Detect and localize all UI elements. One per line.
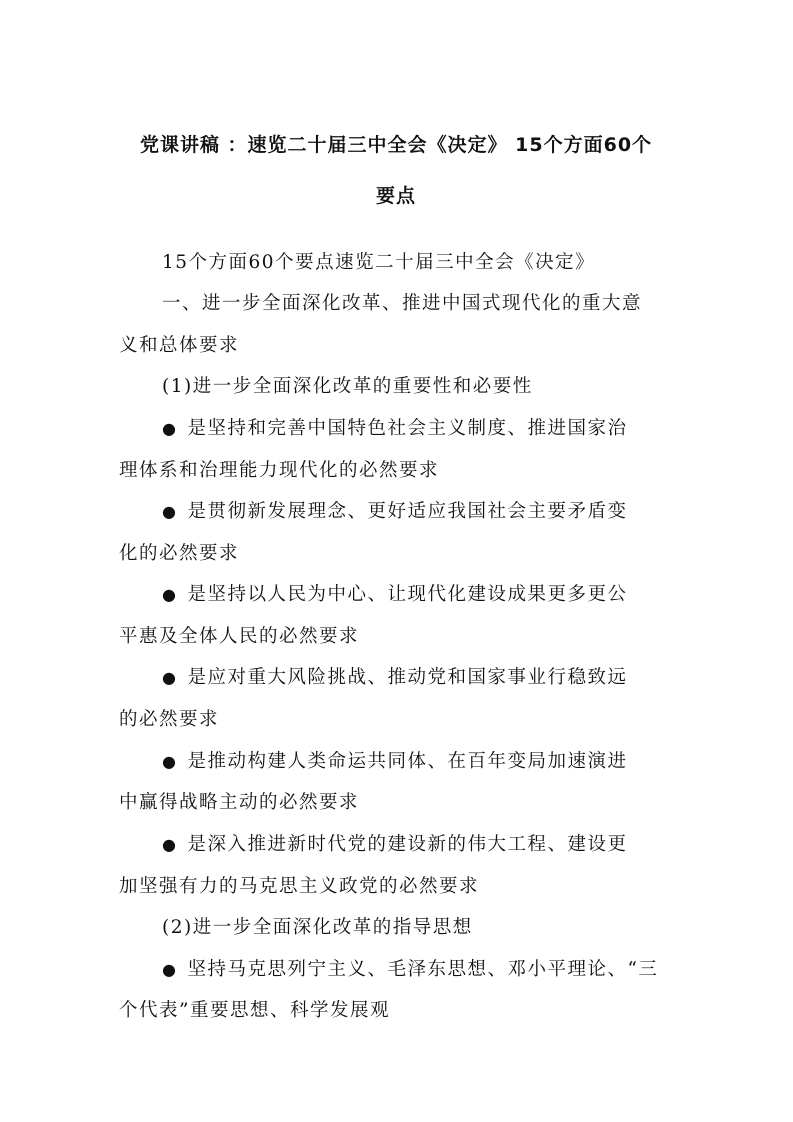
subsection-1: (1)进一步全面深化改革的重要性和必要性 xyxy=(162,376,533,397)
bullet-text: 是坚持以人民为中心、让现代化建设成果更多更公 xyxy=(187,584,628,605)
title-line-2: 要点 xyxy=(375,185,416,207)
bullet-item xyxy=(162,500,627,524)
bullet-text-cont: 个代表”重要思想、科学发展观 xyxy=(119,1000,390,1021)
section-1-heading: 一、进一步全面深化改革、推进中国式现代化的重大意 xyxy=(162,293,643,314)
bullet-text: 是应对重大风险挑战、推动党和国家事业行稳致远 xyxy=(187,667,628,688)
bullet-item xyxy=(162,750,627,774)
bullet-item xyxy=(162,583,627,607)
bullet-item xyxy=(162,417,627,441)
bullet-icon: ● xyxy=(162,752,178,771)
title-line-1: 党课讲稿 ：速览二十届三中全会《决定》 15个方面60个 xyxy=(139,134,653,156)
bullet-text: 坚持马克思列宁主义、毛泽东思想、邓小平理论、“三 xyxy=(187,959,659,980)
subtitle: 15个方面60个要点速览二十届三中全会《决定》 xyxy=(162,252,596,273)
bullet-text-cont: 理体系和治理能力现代化的必然要求 xyxy=(119,460,440,481)
bullet-text-cont: 的必然要求 xyxy=(119,709,220,730)
bullet-item xyxy=(162,666,627,690)
bullet-icon: ● xyxy=(162,585,178,604)
bullet-icon: ● xyxy=(162,960,178,979)
subsection-2: (2)进一步全面深化改革的指导思想 xyxy=(162,917,473,938)
bullet-item xyxy=(162,833,627,857)
bullet-icon: ● xyxy=(162,502,178,521)
section-1-heading-cont: 义和总体要求 xyxy=(119,335,240,356)
bullet-text: 是推动构建人类命运共同体、在百年变局加速演进 xyxy=(187,751,628,772)
bullet-icon: ● xyxy=(162,668,178,687)
bullet-text-cont: 化的必然要求 xyxy=(119,543,240,564)
bullet-text-cont: 加坚强有力的马克思主义政党的必然要求 xyxy=(119,876,480,897)
bullet-item xyxy=(162,958,658,982)
bullet-text-cont: 平惠及全体人民的必然要求 xyxy=(119,626,360,647)
bullet-text: 是坚持和完善中国特色社会主义制度、推进国家治 xyxy=(187,418,628,439)
bullet-icon: ● xyxy=(162,835,178,854)
bullet-text-cont: 中赢得战略主动的必然要求 xyxy=(119,792,360,813)
bullet-icon: ● xyxy=(162,419,178,438)
bullet-text: 是深入推进新时代党的建设新的伟大工程、建设更 xyxy=(187,834,628,855)
bullet-text: 是贯彻新发展理念、更好适应我国社会主要矛盾变 xyxy=(187,501,628,522)
